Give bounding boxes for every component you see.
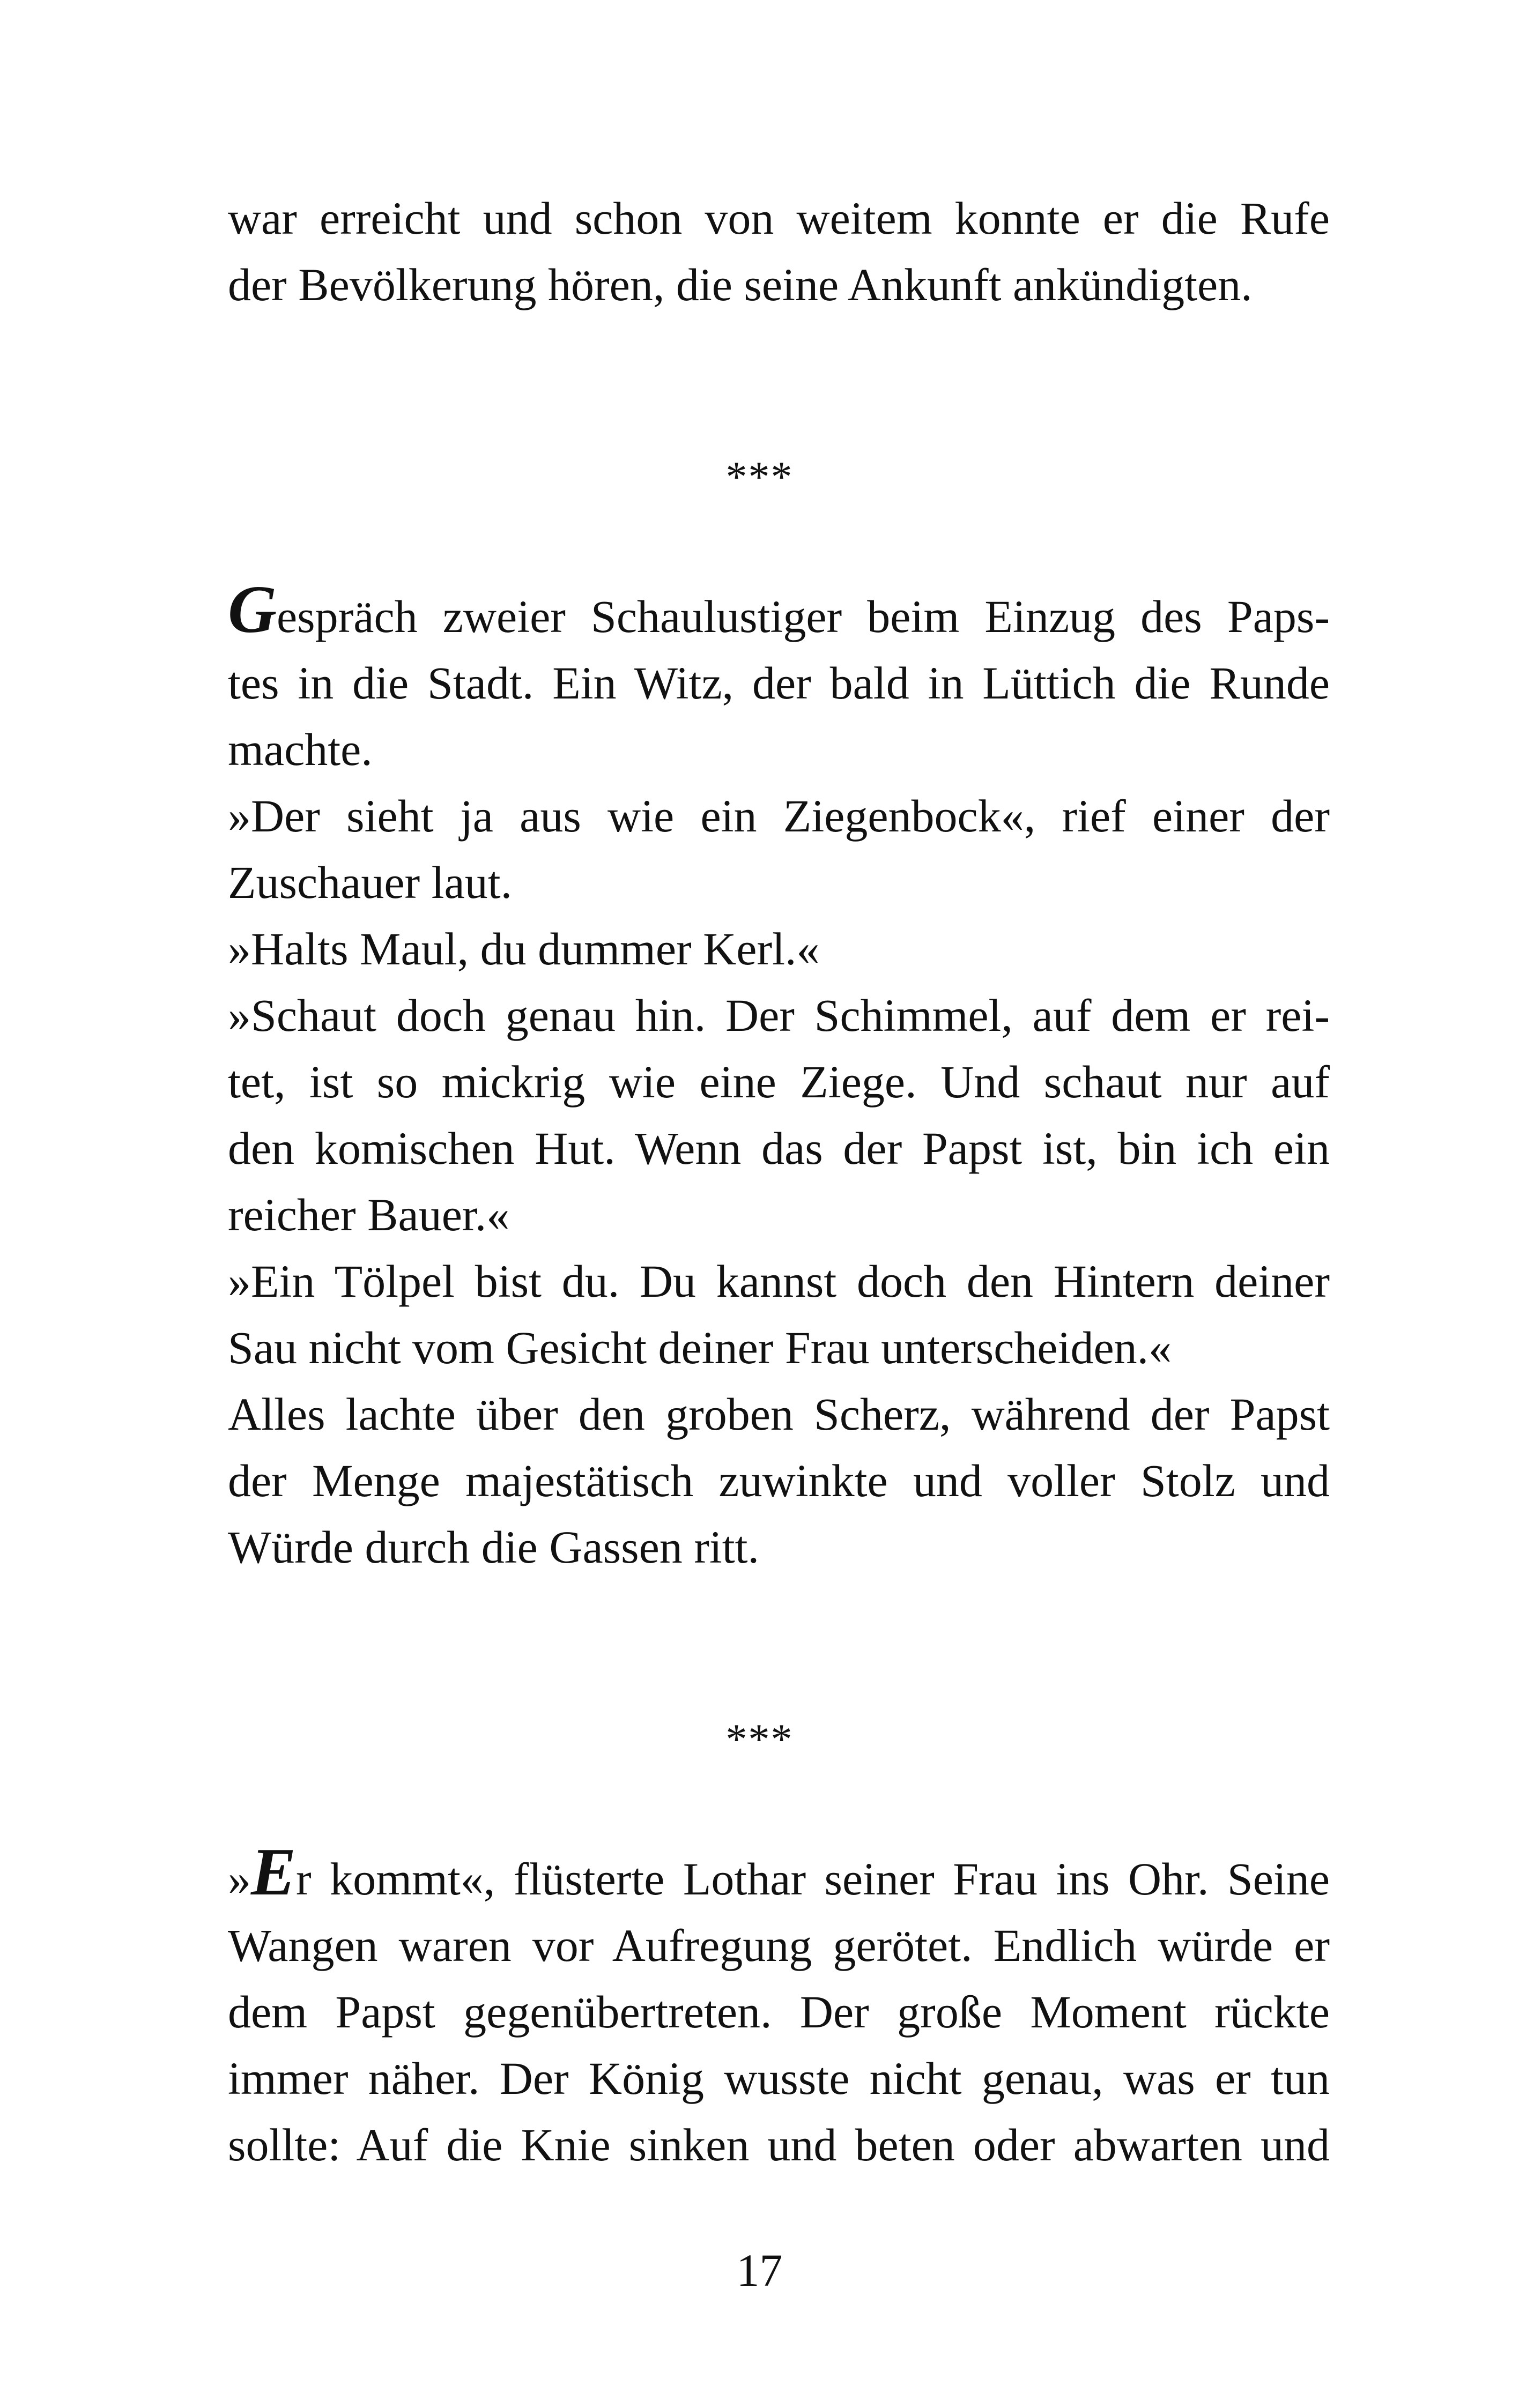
drop-cap-letter: E (251, 1835, 297, 1909)
opening-quote-mark: » (228, 1853, 251, 1905)
text-line: Alles lachte über den groben Scherz, während der Papst (228, 1388, 1330, 1440)
text-line: Wangen waren vor Aufregung gerötet. Endlich würde er (228, 1920, 1330, 1971)
text-line: »Ein Tölpel bist du. Du kannst doch den Hintern deiner (228, 1255, 1330, 1307)
text-line: Würde durch die Gassen ritt. (228, 1521, 760, 1573)
text-line: »Halts Maul, du dummer Kerl.« (228, 923, 820, 975)
text-line: der Bevölkerung hören, die seine Ankunft ankündigten. (228, 259, 1253, 310)
text-line: Sau nicht vom Gesicht deiner Frau unterscheiden.« (228, 1322, 1172, 1373)
text-line-with-drop-cap (228, 1835, 1330, 1912)
text-line: espräch zweier Schaulustiger beim Einzug des Paps- (277, 591, 1330, 642)
text-line: war erreicht und schon von weitem konnte er die Rufe (228, 192, 1330, 244)
text-line: tes in die Stadt. Ein Witz, der bald in Lüttich die Runde (228, 657, 1330, 709)
text-line: »Schaut doch genau hin. Der Schimmel, auf dem er rei- (228, 990, 1330, 1041)
text-line: der Menge majestätisch zuwinkte und voller Stolz und (228, 1455, 1330, 1506)
text-line: reicher Bauer.« (228, 1189, 510, 1240)
drop-cap-letter: G (228, 573, 277, 647)
text-line: Zuschauer laut. (228, 857, 513, 908)
text-line: dem Papst gegenübertreten. Der große Moment rückte (228, 1986, 1330, 2038)
text-line: machte. (228, 724, 373, 775)
section-separator: *** (725, 1716, 794, 1763)
page-number: 17 (736, 2245, 783, 2296)
text-line: den komischen Hut. Wenn das der Papst ist, bin ich ein (228, 1123, 1330, 1174)
text-line: immer näher. Der König wusste nicht genau, was er tun (228, 2053, 1330, 2104)
text-line: »Der sieht ja aus wie ein Ziegenbock«, rief einer der (228, 790, 1330, 842)
text-line: tet, ist so mickrig wie eine Ziege. Und schaut nur auf (228, 1056, 1330, 1108)
text-line: sollte: Auf die Knie sinken und beten oder abwarten und (228, 2119, 1330, 2171)
text-line-with-drop-cap (228, 573, 1330, 650)
text-line: r kommt«, flüsterte Lothar seiner Frau ins Ohr. Seine (296, 1853, 1330, 1905)
section-separator: *** (725, 454, 794, 501)
